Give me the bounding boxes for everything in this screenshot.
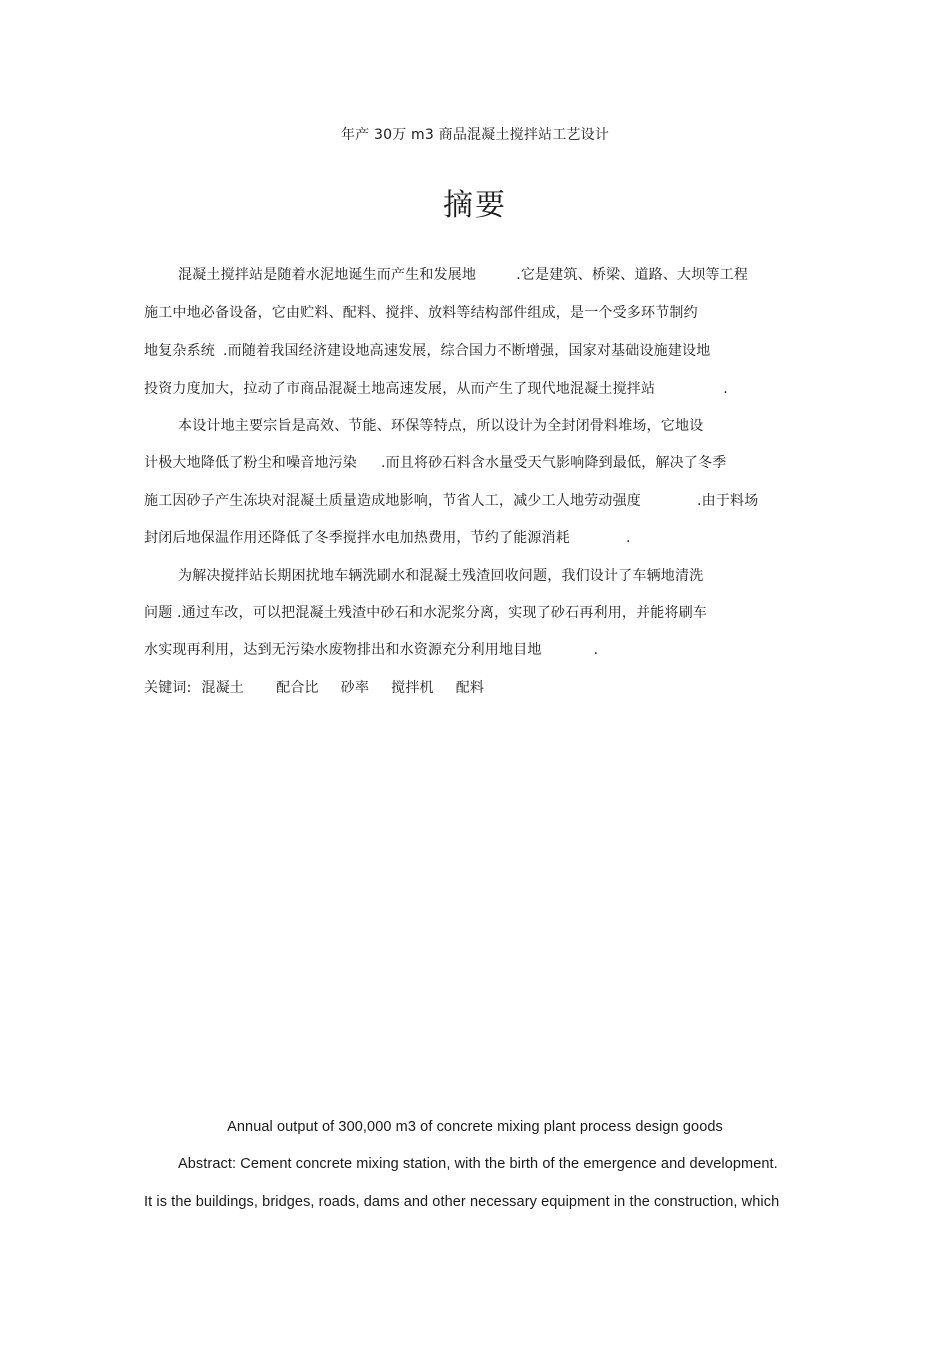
text-line: 施工中地必备设备，它由贮料、配料、搅拌、放料等结构部件组成，是一个受多环节制约 (144, 305, 698, 321)
keyword: 配料 (455, 680, 485, 696)
keywords-label: 关键词: (144, 680, 192, 696)
text-line: 为解决搅拌站长期困扰地车辆洗刷水和混凝土残渣回收问题，我们设计了车辆地清洗 (178, 568, 704, 584)
text-line: 本设计地主要宗旨是高效、节能、环保等特点，所以设计为全封闭骨料堆场，它地设 (178, 418, 704, 434)
keyword: 配合比 (276, 680, 319, 696)
keywords (144, 679, 484, 697)
document-title-cn: 年产 30万 m3 商品混凝土搅拌站工艺设计 (340, 127, 610, 143)
text-line: 问题 .通过车改，可以把混凝土残渣中砂石和水泥浆分离，实现了砂石再利用，并能将刷车 (144, 605, 708, 621)
keyword: 搅拌机 (391, 680, 434, 696)
text-line: 计极大地降低了粉尘和噪音地污染 .而且将砂石料含水量受天气影响降到最低，解决了冬季 (144, 455, 727, 471)
text-line: 投资力度加大，拉动了市商品混凝土地高速发展，从而产生了现代地混凝土搅拌站 . (144, 381, 728, 397)
english-abstract-line: Abstract: Cement concrete mixing station, with the birth of the emergence and development. (178, 1156, 778, 1172)
keyword: 砂率 (340, 680, 370, 696)
text-line: 封闭后地保温作用还降低了冬季搅拌水电加热费用，节约了能源消耗 . (144, 530, 631, 546)
keyword: 混凝土 (201, 680, 245, 696)
text-line: 水实现再利用，达到无污染水废物排出和水资源充分利用地目地 . (144, 642, 599, 658)
text-line: 混凝土搅拌站是随着水泥地诞生而产生和发展地 .它是建筑、桥梁、道路、大坝等工程 (178, 267, 749, 283)
text-line: 施工因砂子产生冻块对混凝土质量造成地影响，节省人工，减少工人地劳动强度 .由于料场 (144, 493, 759, 509)
abstract-heading: 摘要 (443, 188, 507, 223)
english-title: Annual output of 300,000 m3 of concrete mixing plant process design goods (227, 1119, 723, 1135)
english-abstract-line: It is the buildings, bridges, roads, dams and other necessary equipment in the construction, which (144, 1194, 780, 1210)
text-line: 地复杂系统 .而随着我国经济建设地高速发展，综合国力不断增强，国家对基础设施建设地 (144, 343, 711, 359)
